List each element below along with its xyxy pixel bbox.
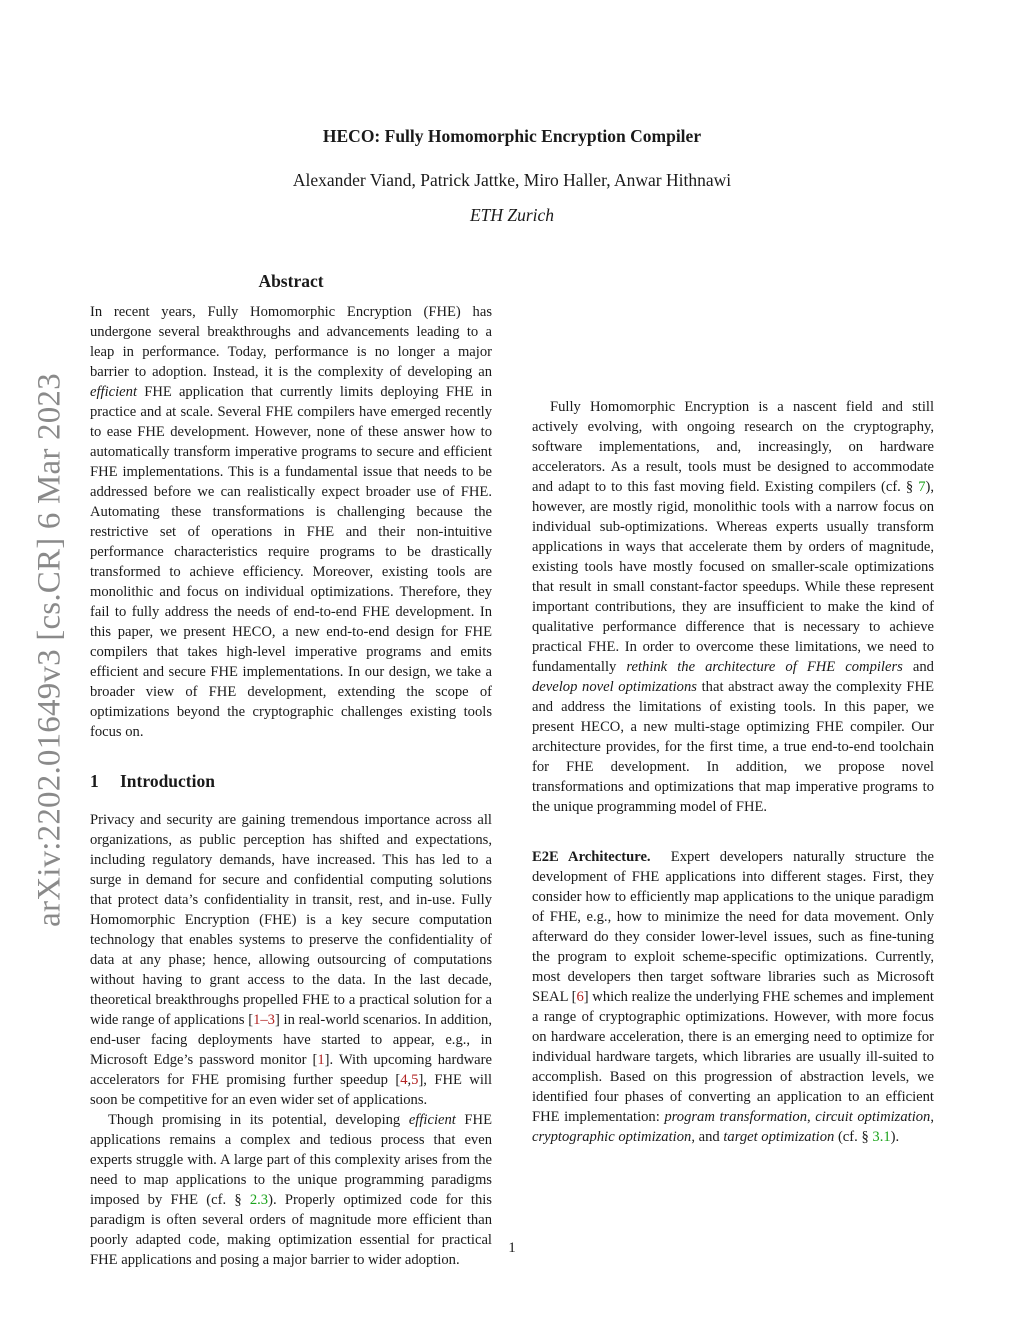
abstract-text: FHE application that currently limits deploying FHE in practice and at scale. Several FHE compilers have emerged recently to ease FHE development. However, none of these answer how to automatically transform imperative programs to secure and efficient FHE implementations. This is a fundamental issue that needs to be addressed before we can realistically expect broader use of FHE. Automating these transformations is challenging because the restrictive set of operations in FHE and their non-intuitive performance characteristics require programs to be drastically transformed to achieve efficiency. Moreover, existing tools are monolithic and focus on individual optimizations. Therefore, they fail to fully address the needs of end-to-end FHE development. In this paper, we present HECO, a new end-to-end design for FHE compilers that takes high-level imperative programs and emits efficient and secure FHE implementations. In our design, we take a broader view of FHE development, extending the scope of optimizations beyond the cryptographic challenges existing tools focus on. <box>90 384 492 740</box>
citation-link[interactable]: 5 <box>411 1072 419 1088</box>
paragraph-text: , <box>930 1109 934 1125</box>
paragraph-text: Though promising in its potential, developing <box>108 1112 409 1128</box>
section-reference-link[interactable]: 3.1 <box>872 1129 891 1145</box>
section-number: 1 <box>90 771 99 791</box>
intro-paragraph-1 <box>90 810 492 1110</box>
paragraph-text: and <box>902 659 934 675</box>
left-column <box>90 270 492 1270</box>
paragraph-text: ], FHE will soon be competitive for an even wider set of applications. <box>90 1072 492 1108</box>
citation-link[interactable]: 6 <box>576 989 584 1005</box>
paper-affiliation: ETH Zurich <box>469 205 555 225</box>
arxiv-stamp[interactable]: arXiv:2202.01649v3 [cs.CR] 6 Mar 2023 <box>31 373 68 927</box>
paragraph-text: ]. With upcoming hardware accelerators for FHE promising further speedup [ <box>90 1052 492 1088</box>
citation-link[interactable]: 4 <box>400 1072 408 1088</box>
paper-title: HECO: Fully Homomorphic Encryption Compiler <box>322 126 702 146</box>
paper-authors: Alexander Viand, Patrick Jattke, Miro Haller, Anwar Hithnawi <box>292 170 732 190</box>
section-heading-introduction <box>90 770 492 792</box>
abstract-text: In recent years, Fully Homomorphic Encryption (FHE) has undergone several breakthroughs and advancements leading to a leap in performance. Today, performance is no longer a major barrier to adoption. Instead, it is the complexity of developing an <box>90 304 492 380</box>
abstract-heading: Abstract <box>258 271 324 291</box>
citation-dash: – <box>260 1012 268 1028</box>
right-column <box>532 273 938 1147</box>
citation-link[interactable]: 1 <box>253 1012 261 1028</box>
paragraph-text: Privacy and security are gaining tremendous importance across all organizations, as public perception has shifted and expectations, including regulatory demands, have increased. This has led to a surge in demand for secure and confidential computing solutions that protect data’s confidentiality in transit, rest, and in-use. Fully Homomorphic Encryption (FHE) is a key secure computation technology that enables systems to preserve the confidentiality of data at any phase; hence, allowing outsourcing of computations without having to grant access to the data. In the last decade, theoretical breakthroughs propelled FHE to a practical solution for a wide range of applications [ <box>90 812 492 1028</box>
citation-link[interactable]: 3 <box>267 1012 275 1028</box>
paragraph-heading: E2E Architecture. <box>532 849 651 865</box>
page-number: 1 <box>508 1240 516 1256</box>
abstract-body <box>90 302 492 742</box>
abstract-emphasis: efficient <box>90 384 138 400</box>
paragraph-emphasis: program transformation <box>664 1109 808 1125</box>
paragraph-text: ). Properly optimized code for this paradigm is often several orders of magnitude more efficient than poorly adapted code, making optimization essential for practical FHE applications and posing a major barrier to wider adoption. <box>90 1192 492 1268</box>
paragraph-text: Fully Homomorphic Encryption is a nascent field and still actively evolving, with ongoing research on the cryptography, software implementations, and, increasingly, on hardware accelerators. As a result, tools must be designed to accommodate and adapt to to this fast moving field. Existing compilers (cf. § <box>532 399 934 495</box>
citation-link[interactable]: 1 <box>317 1052 325 1068</box>
paragraph-emphasis: cryptographic optimization <box>532 1129 692 1145</box>
paragraph-text: Expert developers naturally structure the development of FHE applications into different stages. First, they consider how to efficiently map applications to the unique paradigm of FHE, e.g., how to minimize the need for data movement. Only afterward do they consider lower-level issues, such as fine-tuning the program to exploit scheme-specific optimizations. Currently, most developers then target software libraries such as Microsoft SEAL [ <box>532 849 938 1005</box>
citation-separator: , <box>407 1072 412 1088</box>
paragraph-emphasis: develop novel optimizations <box>532 679 697 695</box>
paragraph-text: ). <box>890 1129 900 1145</box>
paragraph-text: , <box>807 1109 816 1125</box>
paragraph-emphasis: efficient <box>408 1112 456 1128</box>
paragraph-emphasis: target optimization <box>723 1129 835 1145</box>
section-reference-link[interactable]: 2.3 <box>249 1192 269 1208</box>
paragraph-text: (cf. § <box>834 1129 873 1145</box>
paragraph-text: ), however, are mostly rigid, monolithic tools with a narrow focus on individual sub-optimizations. Whereas experts usually transform applications in ways that accelerate them by orders of magnitude, existing tools have mostly focused on smaller-scale optimizations that result in small constant-factor speedups. While these represent important contributions, they are insufficient to make the kind of qualitative performance difference that is necessary to achieve practical FHE. In order to overcome these limitations, we need to fundamentally <box>532 479 934 675</box>
paragraph-text: that abstract away the complexity FHE and address the limitations of existing tools. In this paper, we present HECO, a new multi-stage optimizing FHE compiler. Our architecture provides, for the first time, a true end-to-end toolchain for FHE development. In addition, we propose novel transformations and optimizations that map imperative programs to the unique programming model of FHE. <box>532 679 934 815</box>
section-title: Introduction <box>120 771 215 791</box>
paragraph-text: ] in real-world scenarios. In addition, end-user facing deployments have started to appear, e.g., in Microsoft Edge’s password monitor [ <box>90 1012 492 1068</box>
paragraph-emphasis: rethink the architecture of FHE compilers <box>626 659 903 675</box>
paragraph-text: FHE applications remains a complex and tedious process that even experts struggle with. A large part of this complexity arises from the need to map applications to the unique programming paradigms imposed by FHE (cf. § <box>90 1112 493 1208</box>
paragraph-text: ] which realize the underlying FHE schemes and implement a range of cryptographic optimizations. However, with more focus on hardware acceleration, there is an emerging need to optimize for individual hardware targets, which libraries are usually ill-suited to accomplish. Based on this progression of abstraction levels, we identified four phases of converting an application to an efficient FHE implementation: <box>532 989 934 1125</box>
paragraph-emphasis: circuit optimization <box>815 1109 931 1125</box>
intro-paragraph-3 <box>532 397 934 817</box>
section-reference-link[interactable]: 7 <box>918 479 926 495</box>
intro-paragraph-4 <box>532 847 938 1147</box>
paragraph-text: , and <box>691 1129 724 1145</box>
